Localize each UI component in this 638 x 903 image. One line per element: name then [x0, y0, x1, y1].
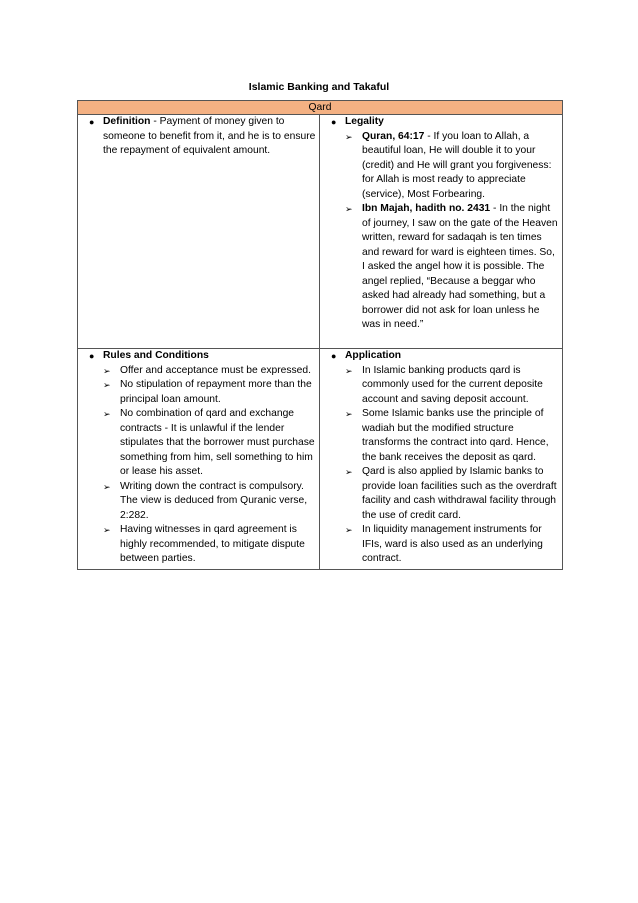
arrowhead-icon: ➢ [103, 409, 111, 419]
legality-heading: Legality [345, 116, 384, 127]
arrowhead-icon: ➢ [345, 467, 353, 477]
legality-item-text: - If you loan to Allah, a beautiful loan, He will double it to your (credit) and He will grant you forgiveness: for Allah is most ready to appreciate (service), Most Forbearing. [362, 130, 552, 200]
rules-item: ➢ No stipulation of repayment more than the principal loan amount. [103, 378, 316, 407]
arrowhead-icon: ➢ [345, 204, 353, 214]
application-item: ➢ Some Islamic banks use the principle of wadiah but the modified structure transforms the contract into qard. Hence, the bank receives the deposit as qard. [345, 407, 559, 465]
cell-definition [78, 115, 320, 349]
arrowhead-icon: ➢ [345, 525, 353, 535]
arrowhead-icon: ➢ [345, 365, 353, 376]
document-title: Islamic Banking and Takaful [248, 81, 390, 93]
qard-table [77, 100, 563, 570]
rules-item: ➢ No combination of qard and exchange contracts - It is unlawful if the lender stipulates that the borrower must purchase something from him, sell something to him or lease his asset. [103, 407, 316, 480]
rules-item: ➢ Offer and acceptance must be expressed. [103, 364, 316, 379]
arrowhead-icon: ➢ [103, 525, 111, 535]
application-item: ➢ Qard is also applied by Islamic banks to provide loan facilities such as the overdraft facility and cash withdrawal facility through the use of credit card. [345, 465, 559, 523]
table-header-qard: Qard [78, 101, 563, 115]
cell-legality [320, 115, 563, 349]
definition-text: - Payment of money given to someone to benefit from it, and he is to ensure the repayment of equivalent amount. [103, 116, 316, 156]
definition-heading: Definition [103, 116, 151, 127]
bullet-dot-icon: ● [89, 117, 95, 127]
legality-item-source: Ibn Majah, hadith no. 2431 [362, 203, 491, 214]
application-item: ➢ In liquidity management instruments for IFIs, ward is also used as an underlying contract. [345, 523, 559, 567]
legality-item-text: - In the night of journey, I saw on the gate of the Heaven written, reward for sadaqah is ten times and reward for ward is eighteen times. So, I asked the angel how it is possible. The angel replied, “Because a beggar who asked had already had something, but a borrower did not ask for loan unless he was in need.” [362, 203, 558, 330]
application-item: ➢ In Islamic banking products qard is commonly used for the current deposite account and saving deposit account. [345, 364, 559, 408]
arrowhead-icon: ➢ [103, 365, 111, 376]
legality-item-source: Quran, 64:17 [362, 130, 425, 142]
cell-rules-and-conditions [78, 349, 320, 570]
arrowhead-icon: ➢ [103, 481, 111, 492]
application-heading: Application [345, 350, 402, 361]
arrowhead-icon: ➢ [345, 409, 353, 419]
bullet-dot-icon: ● [331, 351, 337, 361]
rules-item: ➢ Having witnesses in qard agreement is highly recommended, to mitigate dispute between parties. [103, 523, 316, 567]
arrowhead-icon: ➢ [345, 131, 353, 142]
bullet-dot-icon: ● [89, 351, 95, 361]
legality-item [345, 202, 559, 333]
cell-application [320, 349, 563, 570]
rules-item: ➢ Writing down the contract is compulsory. The view is deduced from Quranic verse, 2:282. [103, 480, 316, 524]
rules-heading: Rules and Conditions [103, 350, 209, 361]
bullet-dot-icon: ● [331, 117, 337, 127]
legality-item [345, 130, 559, 203]
arrowhead-icon: ➢ [103, 380, 111, 390]
